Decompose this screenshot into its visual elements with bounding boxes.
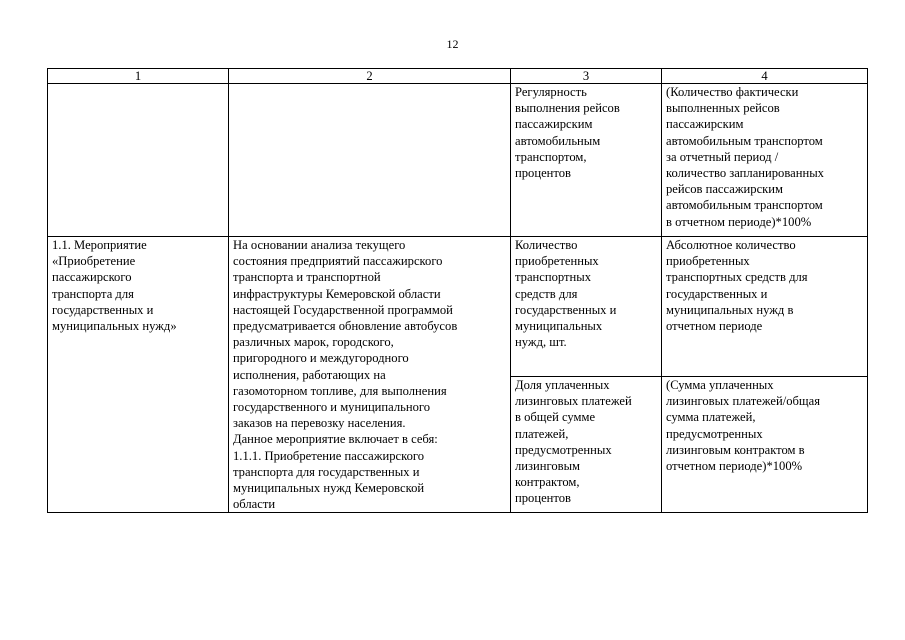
header-cell-2: 2 [229,69,511,84]
header-cell-3: 3 [511,69,662,84]
table-row [48,84,868,237]
page-number: 12 [446,37,459,51]
row3-indicator-cell: Доля уплаченных лизинговых платежей в общей сумме платежей, предусмотренных лизинговым контрактом, процентов [511,377,662,513]
header-cell-1: 1 [48,69,229,84]
header-cell-4: 4 [662,69,868,84]
table-row [48,237,868,377]
measure-name-cell: 1.1. Мероприятие «Приобретение пассажирского транспорта для государственных и муниципальных нужд» [48,237,229,513]
indicators-table [47,68,868,513]
row1-formula-cell: (Количество фактически выполненных рейсов пассажирским автомобильным транспортом за отчетный период / количество запланированных рейсов пассажирским автомобильным транспортом в отчетном периоде)*100% [662,84,868,237]
row1-indicator-cell: Регулярность выполнения рейсов пассажирским автомобильным транспортом, процентов [511,84,662,237]
row3-formula-cell: (Сумма уплаченных лизинговых платежей/общая сумма платежей, предусмотренных лизинговым контрактом в отчетном периоде)*100% [662,377,868,513]
row2-indicator-cell: Количество приобретенных транспортных средств для государственных и муниципальных нужд, шт. [511,237,662,377]
table-header-row [48,69,868,84]
measure-description-cell: На основании анализа текущего состояния предприятий пассажирского транспорта и транспортной инфраструктуры Кемеровской области настоящей Государственной программой предусматривается обновление автобусов различных марок, городского, пригородного и междугородного исполнения, работающих на газомоторном топливе, для выполнения государственного и муниципального заказов на перевозку населения. Данное мероприятие включает в себя: 1.1.1. Приобретение пассажирского транспорта для государственных и муниципальных нужд Кемеровской области [229,237,511,513]
row1-col2-cell [229,84,511,237]
row1-col1-cell [48,84,229,237]
row2-formula-cell: Абсолютное количество приобретенных транспортных средств для государственных и муниципальных нужд в отчетном периоде [662,237,868,377]
